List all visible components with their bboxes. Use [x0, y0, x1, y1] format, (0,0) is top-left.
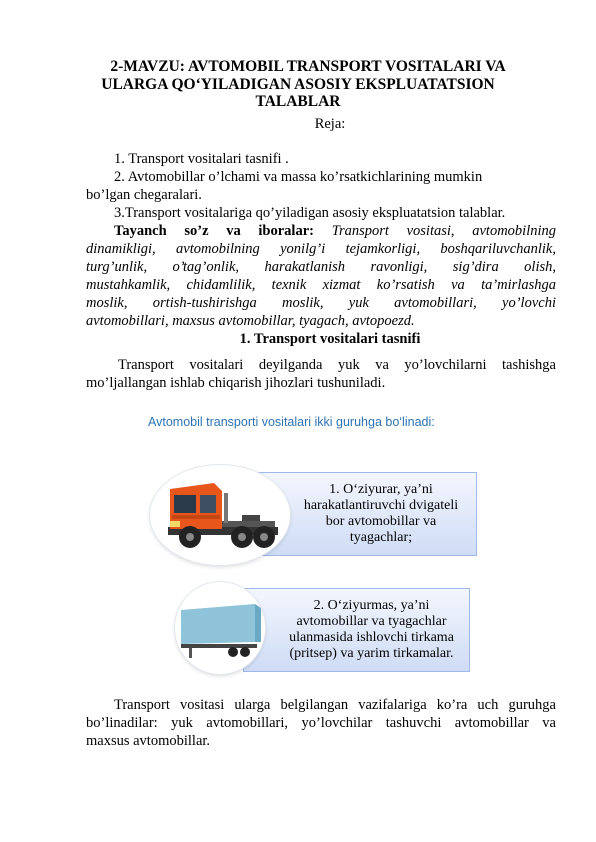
title-line-3: TALABLAR [255, 93, 341, 110]
keywords-line-4: mustahkamlik, chidamlilik, texnik xizmat ko’rsatish va ta’mirlashga [86, 277, 556, 293]
trailer-icon [175, 582, 265, 674]
title-line-2: ULARGA QO‘YILADIGAN ASOSIY EKSPLUATATSION [101, 76, 495, 93]
closing-text-1: Transport vositasi ularga belgilangan vazifalariga ko’ra uch guruhga [114, 697, 556, 713]
title-line-1: 2-MAVZU: AVTOMOBIL TRANSPORT VOSITALARI VA [110, 58, 506, 75]
keywords-label: Tayanch so’z va iboralar: [114, 223, 314, 239]
plan-item-3: 3.Transport vositalariga qo’yiladigan asosiy ekspluatatsion talablar. [114, 205, 506, 221]
box1-line: bor avtomobillar va [325, 514, 437, 529]
closing-text-2: bo’linadilar: yuk avtomobillari, yo’lovchilar tashuvchi avtomobillar va [86, 715, 556, 731]
box1-line: tyagachlar; [349, 530, 413, 545]
keywords-line-5: moslik, ortish-tushirishga moslik, yuk avtomobillari, yo’lovchi [86, 295, 556, 311]
box2-line: (pritsep) va yarim tirkamalar. [289, 646, 454, 661]
section-text-2: mo’ljallangan ishlab chiqarish jihozlari tushuniladi. [86, 375, 386, 391]
box1-line: 1. O‘ziyurar, ya’ni [329, 482, 433, 497]
keywords-line-3: turg’unlik, o’tag’onlik, harakatlanish ravonligi, sig’dira olish, [86, 259, 556, 275]
plan-item-1: 1. Transport vositalari tasnifi . [114, 151, 289, 167]
box2-line: 2. O‘ziyurmas, ya’ni [313, 598, 430, 613]
keywords-line-2: dinamikligi, avtomobilning yonilg’i tejamkorligi, boshqariluvchanlik, [86, 241, 556, 257]
category-box-towed [243, 588, 470, 672]
box2-line: ulanmasida ishlovchi tirkama [289, 630, 454, 645]
section-text-1: Transport vositalari deyilganda yuk va yo’lovchilarni tashishga [118, 357, 556, 373]
box2-line: avtomobillar va tyagachlar [296, 614, 447, 629]
plan-item-2-cont: bo’lgan chegaralari. [86, 187, 202, 203]
plan-item-2: 2. Avtomobillar o’lchami va massa ko’rsatkichlarining mumkin [114, 169, 483, 185]
closing-text-3: maxsus avtomobillar. [86, 733, 211, 749]
truck-icon [150, 465, 290, 565]
section-heading: 1. Transport vositalari tasnifi [239, 331, 421, 347]
keywords-text: Transport vositasi, avtomobilning [331, 223, 557, 239]
keywords-line-6: avtomobillari, maxsus avtomobillar, tyagach, avtopoezd. [86, 313, 415, 329]
keywords-line-1 [114, 222, 556, 240]
box1-line: harakatlantiruvchi dvigateli [303, 498, 459, 513]
plan-heading: Reja: [314, 116, 346, 132]
figure-caption: Avtomobil transporti vositalari ikki guruhga bo‘linadi: [148, 415, 435, 429]
